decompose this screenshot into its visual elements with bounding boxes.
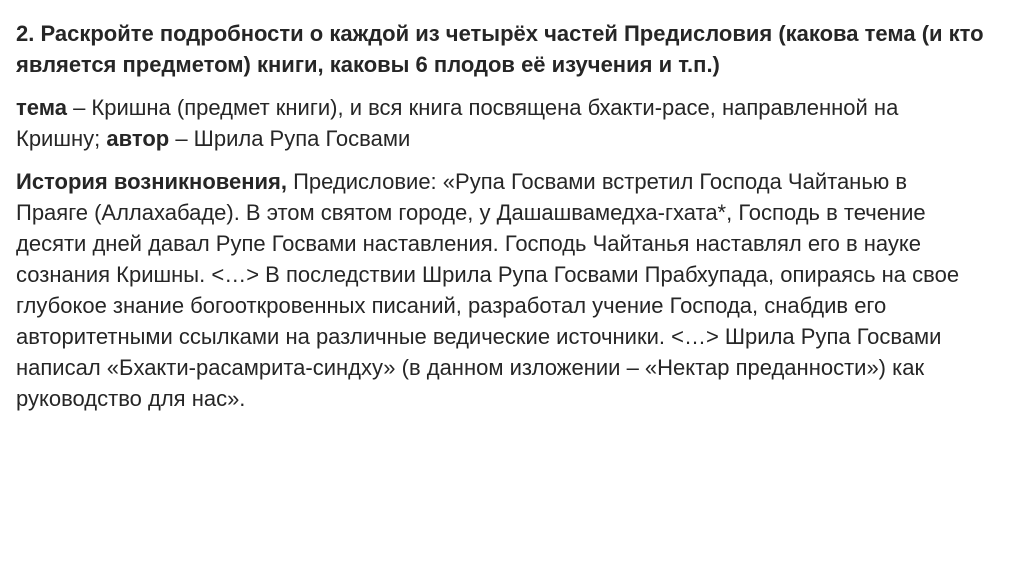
term-topic: тема <box>16 95 67 120</box>
paragraph-history <box>16 166 984 414</box>
paragraph-topic-author <box>16 92 984 154</box>
author-description: – Шрила Рупа Госвами <box>169 126 411 151</box>
slide-heading: 2. Раскройте подробности о каждой из четырёх частей Предисловия (какова тема (и кто является предметом) книги, каковы 6 плодов её изучения и т.п.) <box>16 21 984 77</box>
history-description: Предисловие: «Рупа Госвами встретил Господа Чайтанью в Праяге (Аллахабаде). В этом святом городе, у Дашашвамедха-гхата*, Господь в течение десяти дней давал Рупе Госвами наставления. Господь Чайтанья наставлял его в науке сознания Кришны. <…> В последствии Шрила Рупа Госвами Прабхупада, опираясь на свое глубокое знание богооткровенных писаний, разработал учение Господа, снабдив его авторитетными ссылками на различные ведические источники. <…> Шрила Рупа Госвами написал «Бхакти-расамрита-синдху» (в данном изложении – «Нектар преданности») как руководство для нас». <box>16 169 960 411</box>
term-author: автор <box>106 126 170 151</box>
topic-description: – Кришна (предмет книги), и вся книга посвящена бхакти-расе, направленной на Кришну; <box>16 95 899 151</box>
term-history: История возникновения, <box>16 169 287 194</box>
